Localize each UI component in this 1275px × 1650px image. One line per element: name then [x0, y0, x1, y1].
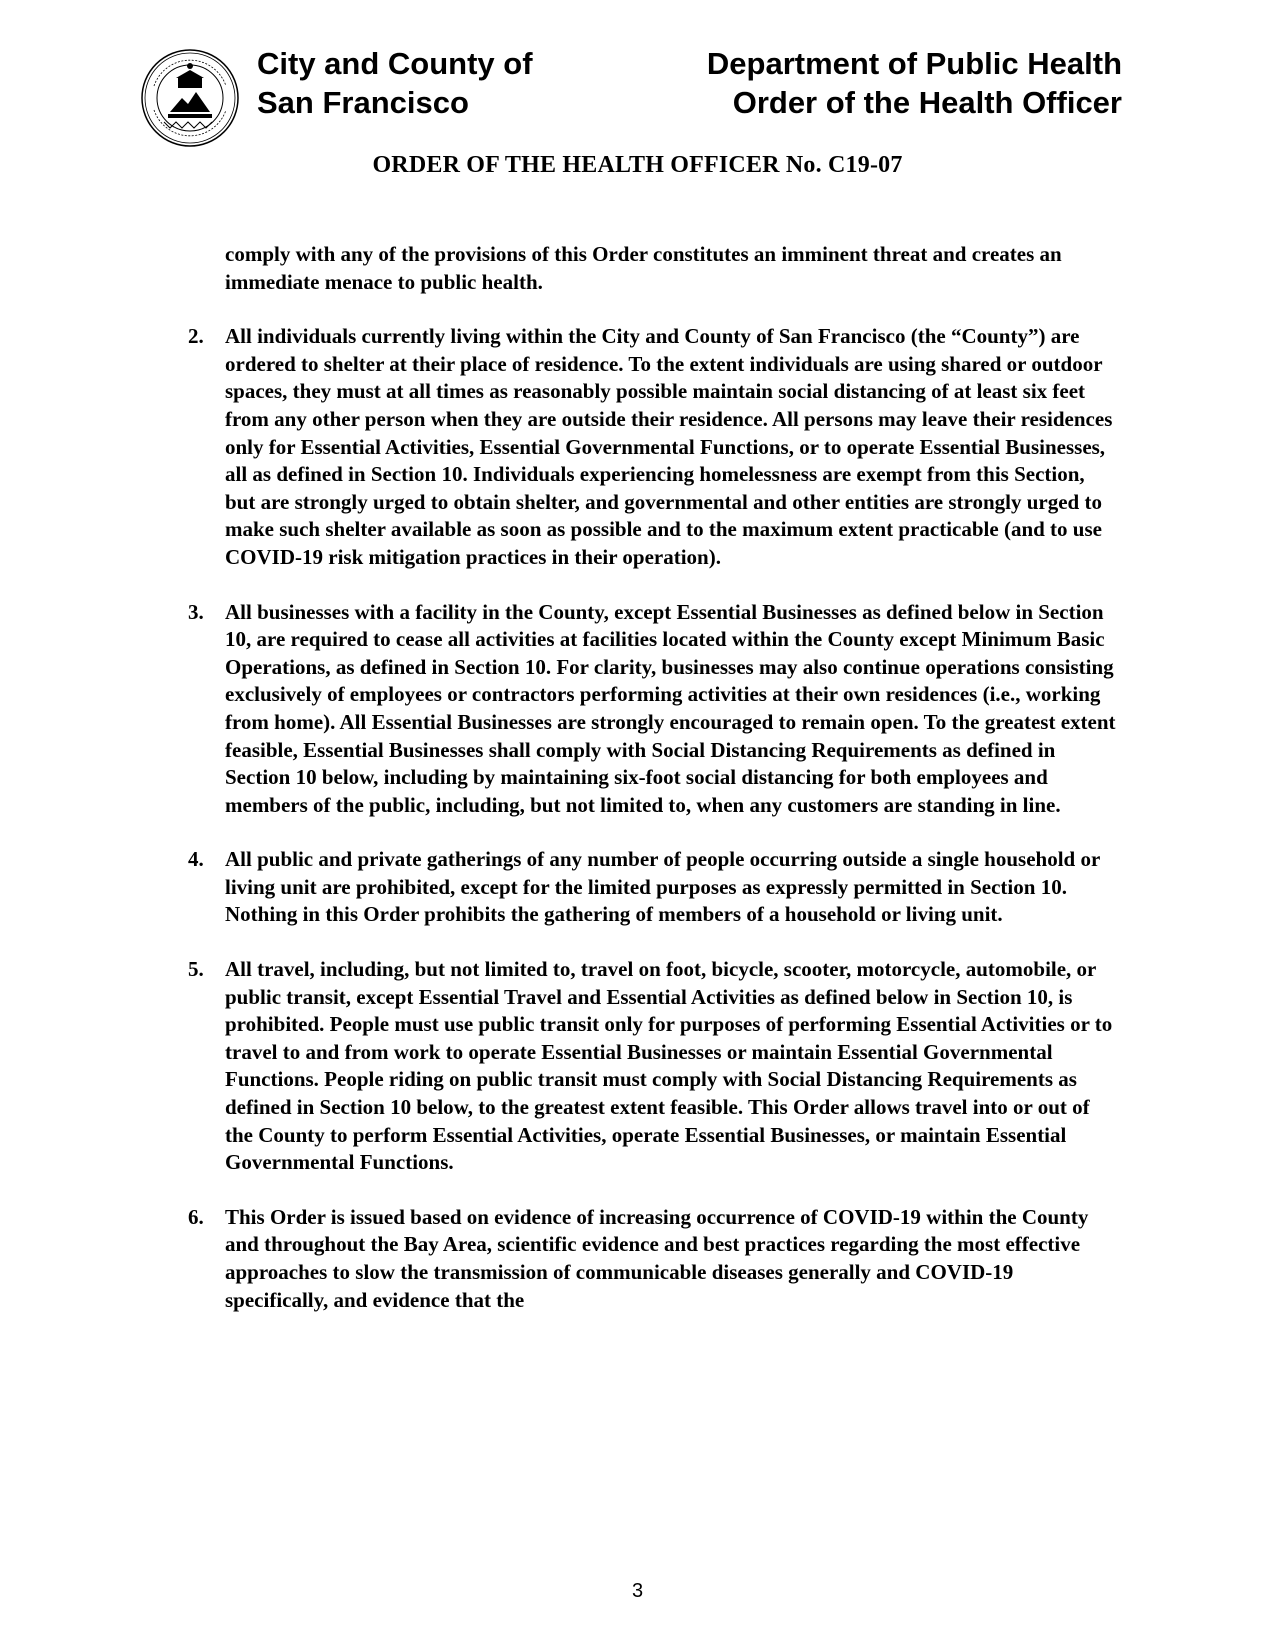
header-city-name — [257, 44, 533, 122]
numbered-paragraph-5 — [188, 956, 1118, 1177]
numbered-paragraph-3 — [188, 599, 1118, 820]
numbered-paragraph-6 — [188, 1204, 1118, 1314]
paragraph-number: 4. — [188, 847, 204, 872]
page-number: 3 — [631, 1580, 644, 1602]
paragraph-text: All public and private gatherings of any number of people occurring outside a single household or living unit are prohibited, except for the limited purposes as expressly permitted in Section 10. Nothing in this Order prohibits the gathering of members of a household or living unit. — [225, 847, 1100, 927]
continuation-text: comply with any of the provisions of this Order constitutes an imminent threat and creates an immediate menace to public health. — [225, 242, 1062, 294]
paragraph-number: 5. — [188, 957, 204, 982]
paragraph-text: All businesses with a facility in the County, except Essential Businesses as defined below in Section 10, are required to cease all activities at facilities located within the County except Minimum Basic Operations, as defined in Section 10. For clarity, businesses may also continue operations consisting exclusively of employees or contractors performing activities at their own residences (i.e., working from home). All Essential Businesses are strongly encouraged to remain open. To the greatest extent feasible, Essential Businesses shall comply with Social Distancing Requirements as defined in Section 10 below, including by maintaining six-foot social distancing for both employees and members of the public, including, but not limited to, when any customers are standing in line. — [225, 599, 1116, 817]
paragraph-number: 2. — [188, 324, 204, 349]
header-city-line2: San Francisco — [257, 85, 469, 120]
order-title: ORDER OF THE HEALTH OFFICER No. C19-07 — [372, 152, 903, 178]
document-body — [188, 241, 1118, 1341]
header-department-line2: Order of the Health Officer — [732, 85, 1122, 120]
header-department — [707, 44, 1122, 122]
paragraph-number: 6. — [188, 1204, 204, 1229]
numbered-paragraph-2 — [188, 323, 1118, 571]
paragraph-text: All travel, including, but not limited to, travel on foot, bicycle, scooter, motorcycle, automobile, or public transit, except Essential Travel and Essential Activities as defined below in Section 10, is prohibited. People must use public transit only for purposes of performing Essential Activities or to travel to and from work to operate Essential Businesses or maintain Essential Governmental Functions. People riding on public transit must comply with Social Distancing Requirements as defined in Section 10 below, to the greatest extent feasible. This Order allows travel into or out of the County to perform Essential Activities, operate Essential Businesses, or maintain Essential Governmental Functions. — [225, 957, 1113, 1175]
paragraph-number: 3. — [188, 599, 204, 624]
header-city-line1: City and County of — [257, 46, 533, 81]
city-seal-icon — [140, 48, 240, 148]
header-department-line1: Department of Public Health — [706, 46, 1122, 81]
paragraph-text: This Order is issued based on evidence of increasing occurrence of COVID-19 within the County and throughout the Bay Area, scientific evidence and best practices regarding the most effective approaches to slow the transmission of communicable diseases generally and COVID-19 specifically, and evidence that the — [225, 1204, 1089, 1312]
paragraph-text: All individuals currently living within the City and County of San Francisco (the “County”) are ordered to shelter at their place of residence. To the extent individuals are using shared or outdoor spaces, they must at all times as reasonably possible maintain social distancing of at least six feet from any other person when they are outside their residence. All persons may leave their residences only for Essential Activities, Essential Governmental Functions, or to operate Essential Businesses, all as defined in Section 10. Individuals experiencing homelessness are exempt from this Section, but are strongly urged to obtain shelter, and governmental and other entities are strongly urged to make such shelter available as soon as possible and to the maximum extent practicable (and to use COVID-19 risk mitigation practices in their operation). — [225, 324, 1113, 569]
numbered-paragraph-4 — [188, 846, 1118, 929]
